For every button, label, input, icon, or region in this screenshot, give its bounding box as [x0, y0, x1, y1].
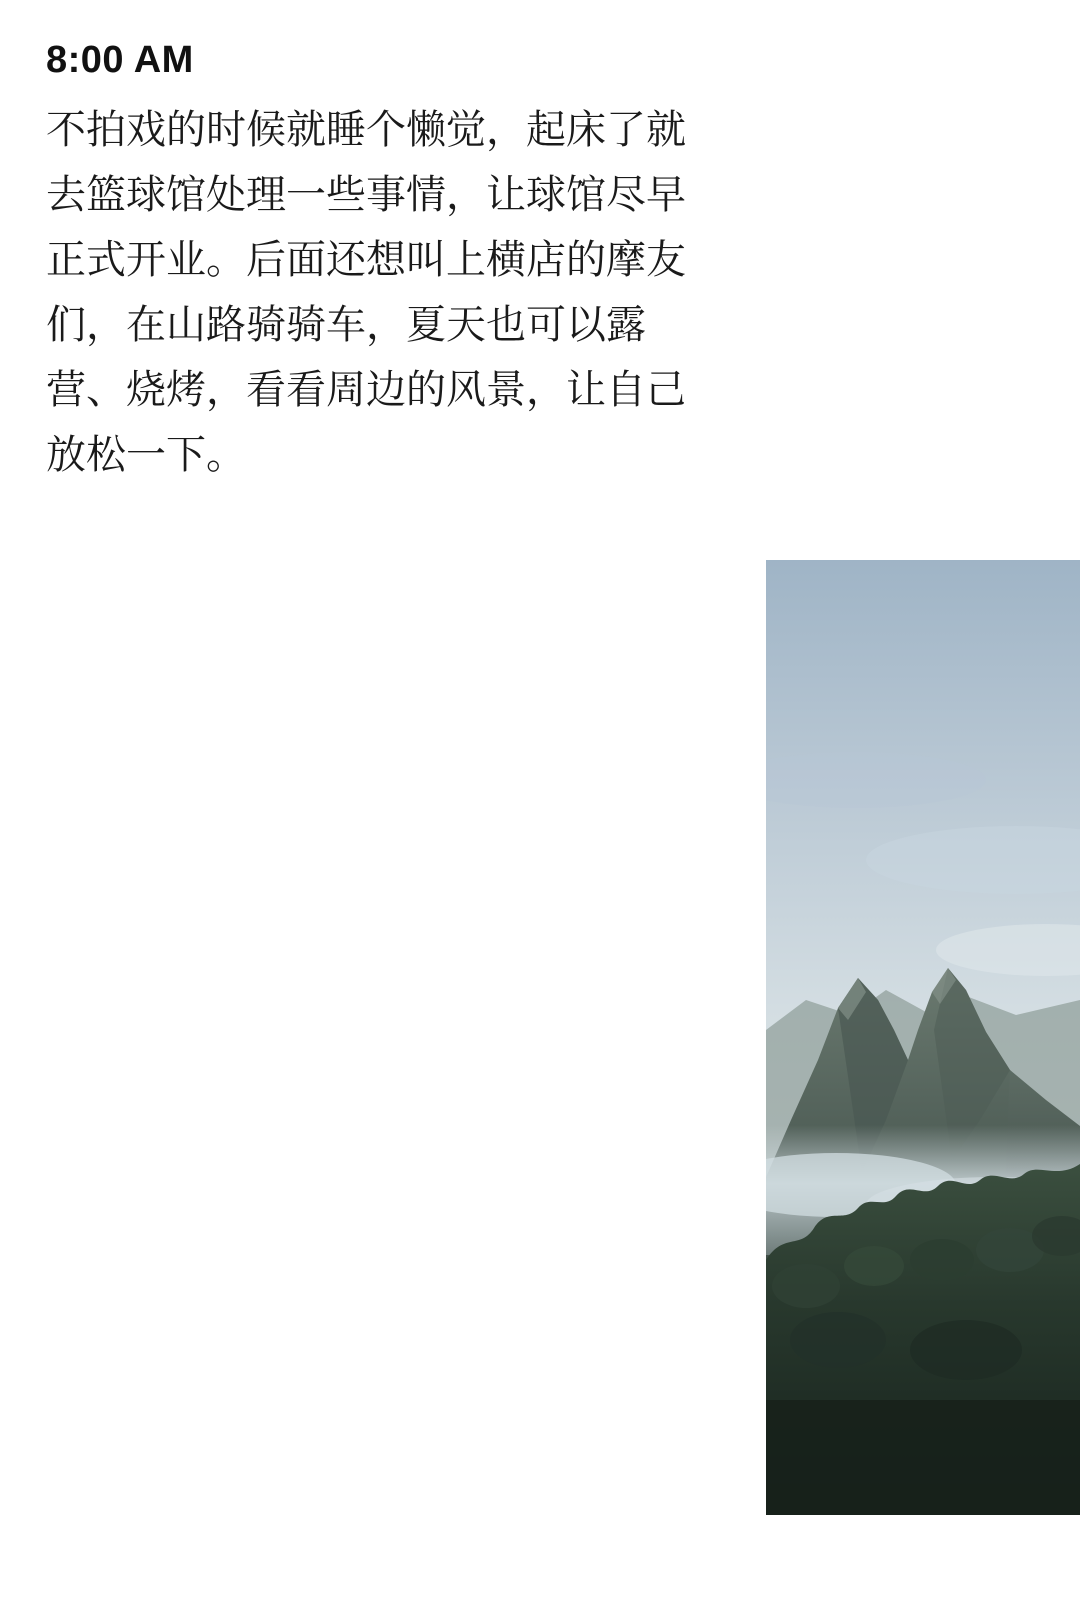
time-heading: 8:00 AM [46, 39, 194, 81]
body-paragraph: 不拍戏的时候就睡个懒觉，起床了就去篮球馆处理一些事情，让球馆尽早正式开业。后面还想叫上横店的摩友们，在山路骑骑车，夏天也可以露营、烧烤，看看周边的风景，让自己放松一下。 [46, 108, 686, 477]
mountain-photo-image [766, 560, 1080, 1515]
mountain-photo [766, 560, 1080, 1515]
